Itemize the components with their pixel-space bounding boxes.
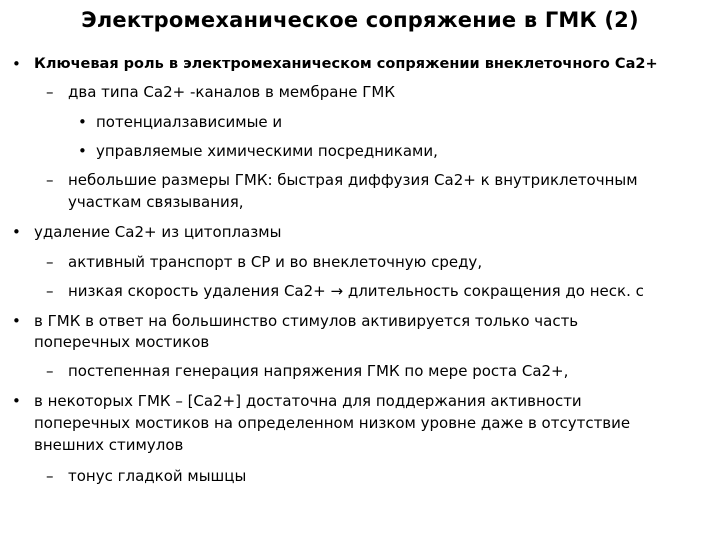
- sub-item-text: низкая скорость удаления Ca2+ → длительность сокращения до неск. с: [68, 282, 644, 300]
- continuation-text: поперечных мостиков: [34, 333, 210, 351]
- sub-item-text: два типа Ca2+ -каналов в мембране ГМК: [68, 83, 395, 101]
- dash-marker: –: [46, 253, 54, 271]
- dash-marker: –: [46, 282, 54, 300]
- bullet-marker: •: [78, 142, 87, 160]
- bullet-text: в ГМК в ответ на большинство стимулов активируется только часть: [34, 312, 579, 330]
- continuation-text: внешних стимулов: [34, 436, 184, 454]
- bullet-marker: •: [12, 392, 21, 410]
- bullet-text: в некоторых ГМК – [Ca2+] достаточна для поддержания активности: [34, 392, 582, 410]
- sub-item-text: активный транспорт в СР и во внеклеточную среду,: [68, 253, 483, 271]
- dash-marker: –: [46, 83, 54, 101]
- sub-item-text: тонус гладкой мышцы: [68, 467, 247, 485]
- dash-marker: –: [46, 171, 54, 189]
- dash-marker: –: [46, 467, 54, 485]
- continuation-text: поперечных мостиков на определенном низком уровне даже в отсутствие: [34, 414, 631, 432]
- slide-title: Электромеханическое сопряжение в ГМК (2): [81, 8, 639, 32]
- bullet-marker: •: [78, 113, 87, 131]
- sub-sub-item-text: управляемые химическими посредниками,: [96, 142, 438, 160]
- dash-marker: –: [46, 362, 54, 380]
- sub-sub-item-text: потенциалзависимые и: [96, 113, 283, 131]
- sub-item-text: постепенная генерация напряжения ГМК по мере роста Ca2+,: [68, 362, 569, 380]
- bullet-text: удаление Ca2+ из цитоплазмы: [34, 223, 282, 241]
- sub-item-text: небольшие размеры ГМК: быстрая диффузия Ca2+ к внутриклеточным: [68, 171, 638, 189]
- bullet-marker: •: [12, 55, 21, 73]
- bullet-text: Ключевая роль в электромеханическом сопряжении внеклеточного Ca2+: [34, 56, 658, 72]
- continuation-text: участкам связывания,: [68, 193, 244, 211]
- bullet-marker: •: [12, 223, 21, 241]
- bullet-marker: •: [12, 312, 21, 330]
